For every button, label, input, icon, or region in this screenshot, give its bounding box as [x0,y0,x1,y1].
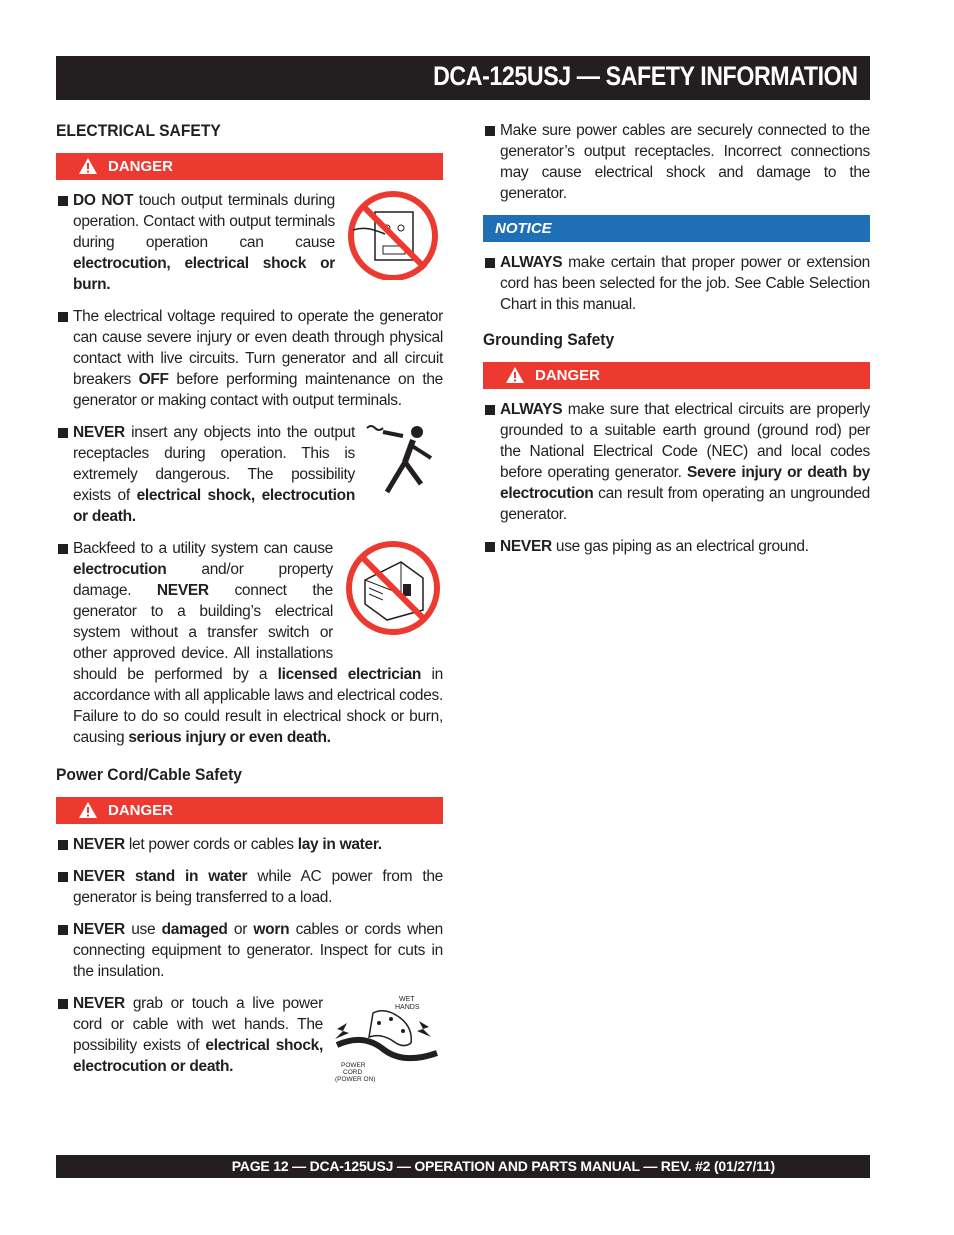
span: while AC power from the generator is being transferred to a load. [73,868,443,906]
span: ALWAYS [500,254,563,271]
bullet-square-icon [58,999,68,1009]
span: NEVER [73,995,125,1012]
span: in accordance with all applicable laws and electrical codes. Failure to do so could result in electrical shock or burn, causing [73,666,443,746]
bullet-square-icon [58,196,68,206]
span: serious injury or even death. [128,729,331,746]
right-item-1 [500,120,870,204]
span: make sure that electrical circuits are properly grounded to a suitable earth ground (ground rod) per the National Electrical Code (NEC) and local codes before operating generator. [500,401,870,481]
span: can result from operating an ungrounded generator. [500,485,870,523]
list-item [483,536,870,557]
svg-text: WET [399,996,415,1003]
grounding-heading: Grounding Safety [483,330,615,349]
span: use gas piping as an electrical ground. [551,538,809,555]
cord-item-1 [73,834,443,855]
bullet-square-icon [485,126,495,136]
list-item [56,866,443,908]
span: use [124,921,162,938]
danger-label: DANGER [535,367,601,384]
span: electrocution [73,561,167,578]
span: The electrical voltage required to operate the generator can cause severe injury or even death through physical contact with live circuits. Turn generator and all circuit breakers [73,308,443,388]
list-item [56,190,443,295]
warning-triangle-icon [78,801,98,819]
cord-item-3 [73,919,443,982]
electrical-safety-heading: ELECTRICAL SAFETY [56,121,221,140]
span: let power cords or cables [124,836,298,853]
bullet-square-icon [58,544,68,554]
power-cord-heading: Power Cord/Cable Safety [56,765,242,784]
warning-triangle-icon [78,157,98,175]
span: Backfeed to a utility system can cause [73,540,333,557]
span: electrical shock, electrocution or death. [73,487,355,525]
page-title-bar [56,56,870,100]
list-item [56,993,443,1083]
list-item [56,834,443,855]
no-backfeed-icon [343,538,443,640]
danger-banner [483,362,870,389]
list-item [483,120,870,204]
danger-label: DANGER [108,802,174,819]
danger-banner [56,153,443,180]
bullet-square-icon [485,258,495,268]
span: NEVER [73,921,125,938]
span: make certain that proper power or extension cord has been selected for the job. See Cable Selection Chart in this manual. [500,254,870,313]
left-column [56,120,443,1089]
bullet-square-icon [58,428,68,438]
list-item [56,538,443,748]
footer-text: PAGE 12 — DCA-125USJ — OPERATION AND PARTS MANUAL — REV. #2 (01/27/11) [231,1158,775,1174]
span: Make sure power cables are securely connected to the generator’s output receptacles. Incorrect connections may cause electrical shock and damage to the generator. [500,122,870,202]
span: NEVER [156,582,209,599]
svg-text: CORD [343,1069,363,1076]
svg-text: (POWER ON) [335,1076,376,1083]
span: Severe injury or death by electrocution [500,464,871,502]
page-title: DCA-125USJ — SAFETY INFORMATION [433,61,858,91]
notice-item-1 [500,252,870,315]
list-item [56,422,443,527]
list-item [56,919,443,982]
danger-label: DANGER [108,158,174,175]
bullet-square-icon [485,405,495,415]
list-item [483,252,870,315]
right-column [483,120,870,568]
span: insert any objects into the output receptacles during operation. This is extremely dangerous. The possibility exists of [73,424,355,504]
span: worn [253,921,290,938]
span: licensed electrician [277,666,422,683]
span: ALWAYS [500,401,563,418]
electrical-item-2 [73,306,443,411]
bullet-square-icon [58,840,68,850]
no-touch-terminals-icon [345,190,443,280]
span: touch output terminals during operation. Contact with output terminals during operation can cause [73,192,335,251]
electric-shock-person-icon [365,422,443,498]
list-item [56,306,443,411]
notice-banner [483,215,870,242]
bullet-square-icon [485,542,495,552]
span: or [227,921,254,938]
list-item [483,399,870,525]
danger-banner [56,797,443,824]
span: NEVER [73,424,125,441]
footer-bar [56,1155,870,1178]
svg-text: HANDS [395,1004,420,1011]
span: electrical shock, electrocution or death. [73,1037,324,1075]
span: connect the generator to a building’s electrical system without a transfer switch or other approved device. All installations should be performed by a [73,582,333,683]
span: cables or cords when connecting equipment to generator. Inspect for cuts in the insulation. [73,921,443,980]
span: OFF [138,371,169,388]
span: NEVER [500,538,552,555]
span: NEVER [73,836,125,853]
bullet-square-icon [58,925,68,935]
span: before performing maintenance on the generator or making contact with output terminals. [73,371,443,409]
span: lay in water. [297,836,382,853]
bullet-square-icon [58,872,68,882]
span: damaged [161,921,228,938]
span: DO NOT [73,192,134,209]
span: electrocution, electrical shock or burn. [73,255,335,293]
span: and/or property damage. [73,561,333,599]
wet-hands-cord-icon [333,993,443,1085]
cord-item-2 [73,866,443,908]
grounding-item-1 [500,399,870,525]
bullet-square-icon [58,312,68,322]
span: NEVER stand in water [73,868,248,885]
svg-text: POWER [341,1062,366,1069]
grounding-item-2 [500,536,870,557]
span: grab or touch a live power cord or cable with wet hands. The possibility exists of [73,995,323,1054]
warning-triangle-icon [505,366,525,384]
notice-label: NOTICE [495,220,552,237]
